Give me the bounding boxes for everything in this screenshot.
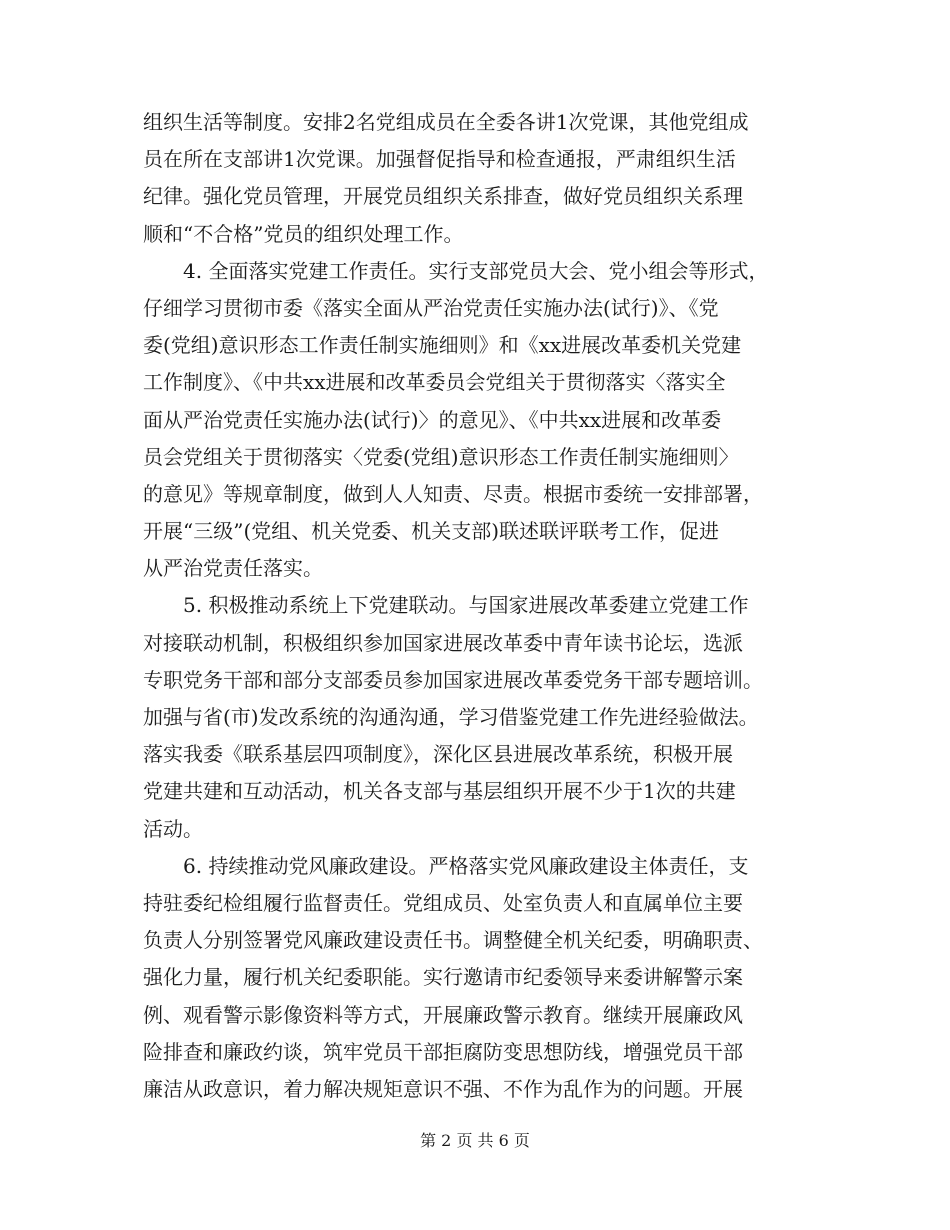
body-text: [143, 104, 813, 1108]
text-line: 例、观看警示影像资料等方式，开展廉政警示教育。继续开展廉政风: [143, 1002, 743, 1027]
text-line: 委(党组)意识形态工作责任制实施细则》和《xx进展改革委机关党建: [143, 333, 742, 358]
text-line: 对接联动机制，积极组织参加国家进展改革委中青年读书论坛，选派: [143, 630, 743, 655]
text-line: 的意见》等规章制度，做到人人知责、尽责。根据市委统一安排部署，: [143, 481, 763, 506]
text-line: 落实我委《联系基层四项制度》，深化区县进展改革系统，积极开展: [143, 742, 733, 767]
text-line: 纪律。强化党员管理，开展党员组织关系排查，做好党员组织关系理: [143, 184, 743, 209]
paragraph-first-line: 5. 积极推动系统上下党建联动。与国家进展改革委建立党建工作: [183, 593, 749, 618]
page-footer: 第 2 页 共 6 页: [420, 1131, 530, 1150]
text-line: 险排查和廉政约谈，筑牢党员干部拒腐防变思想防线，增强党员干部: [143, 1039, 743, 1064]
text-line: 从严治党责任落实。: [143, 556, 323, 581]
paragraph-first-line: 4. 全面落实党建工作责任。实行支部党员大会、党小组会等形式，: [183, 258, 769, 283]
text-line: 工作制度》、《中共xx进展和改革委员会党组关于贯彻落实〈落实全: [143, 370, 726, 395]
text-line: 负责人分别签署党风廉政建设责任书。调整健全机关纪委，明确职责、: [143, 928, 763, 953]
text-line: 加强与省(市)发改系统的沟通沟通，学习借鉴党建工作先进经验做法。: [143, 705, 759, 729]
text-line: 面从严治党责任实施办法(试行)〉的意见》、《中共xx进展和改革委: [143, 407, 722, 432]
text-line: 员在所在支部讲1次党课。加强督促指导和检查通报，严肃组织生活: [143, 147, 736, 172]
text-line: 活动。: [143, 816, 203, 841]
text-line: 党建共建和互动活动，机关各支部与基层组织开展不少于1次的共建: [143, 779, 736, 804]
text-line: 员会党组关于贯彻落实〈党委(党组)意识形态工作责任制实施细则〉: [143, 444, 739, 469]
text-line: 廉洁从政意识，着力解决规矩意识不强、不作为乱作为的问题。开展: [143, 1076, 743, 1101]
text-line: 顺和“不合格”党员的组织处理工作。: [143, 221, 464, 246]
text-line: 开展“三级”(党组、机关党委、机关支部)联述联评联考工作，促进: [143, 519, 720, 544]
text-line: 仔细学习贯彻市委《落实全面从严治党责任实施办法(试行)》、《党: [143, 295, 719, 320]
text-line: 组织生活等制度。安排2名党组成员在全委各讲1次党课，其他党组成: [143, 110, 749, 134]
paragraph-first-line: 6. 持续推动党风廉政建设。严格落实党风廉政建设主体责任，支: [183, 853, 749, 878]
text-line: 专职党务干部和部分支部委员参加国家进展改革委党务干部专题培训。: [143, 667, 763, 692]
text-line: 持驻委纪检组履行监督责任。党组成员、处室负责人和直属单位主要: [143, 890, 743, 915]
text-line: 强化力量，履行机关纪委职能。实行邀请市纪委领导来委讲解警示案: [143, 965, 743, 990]
